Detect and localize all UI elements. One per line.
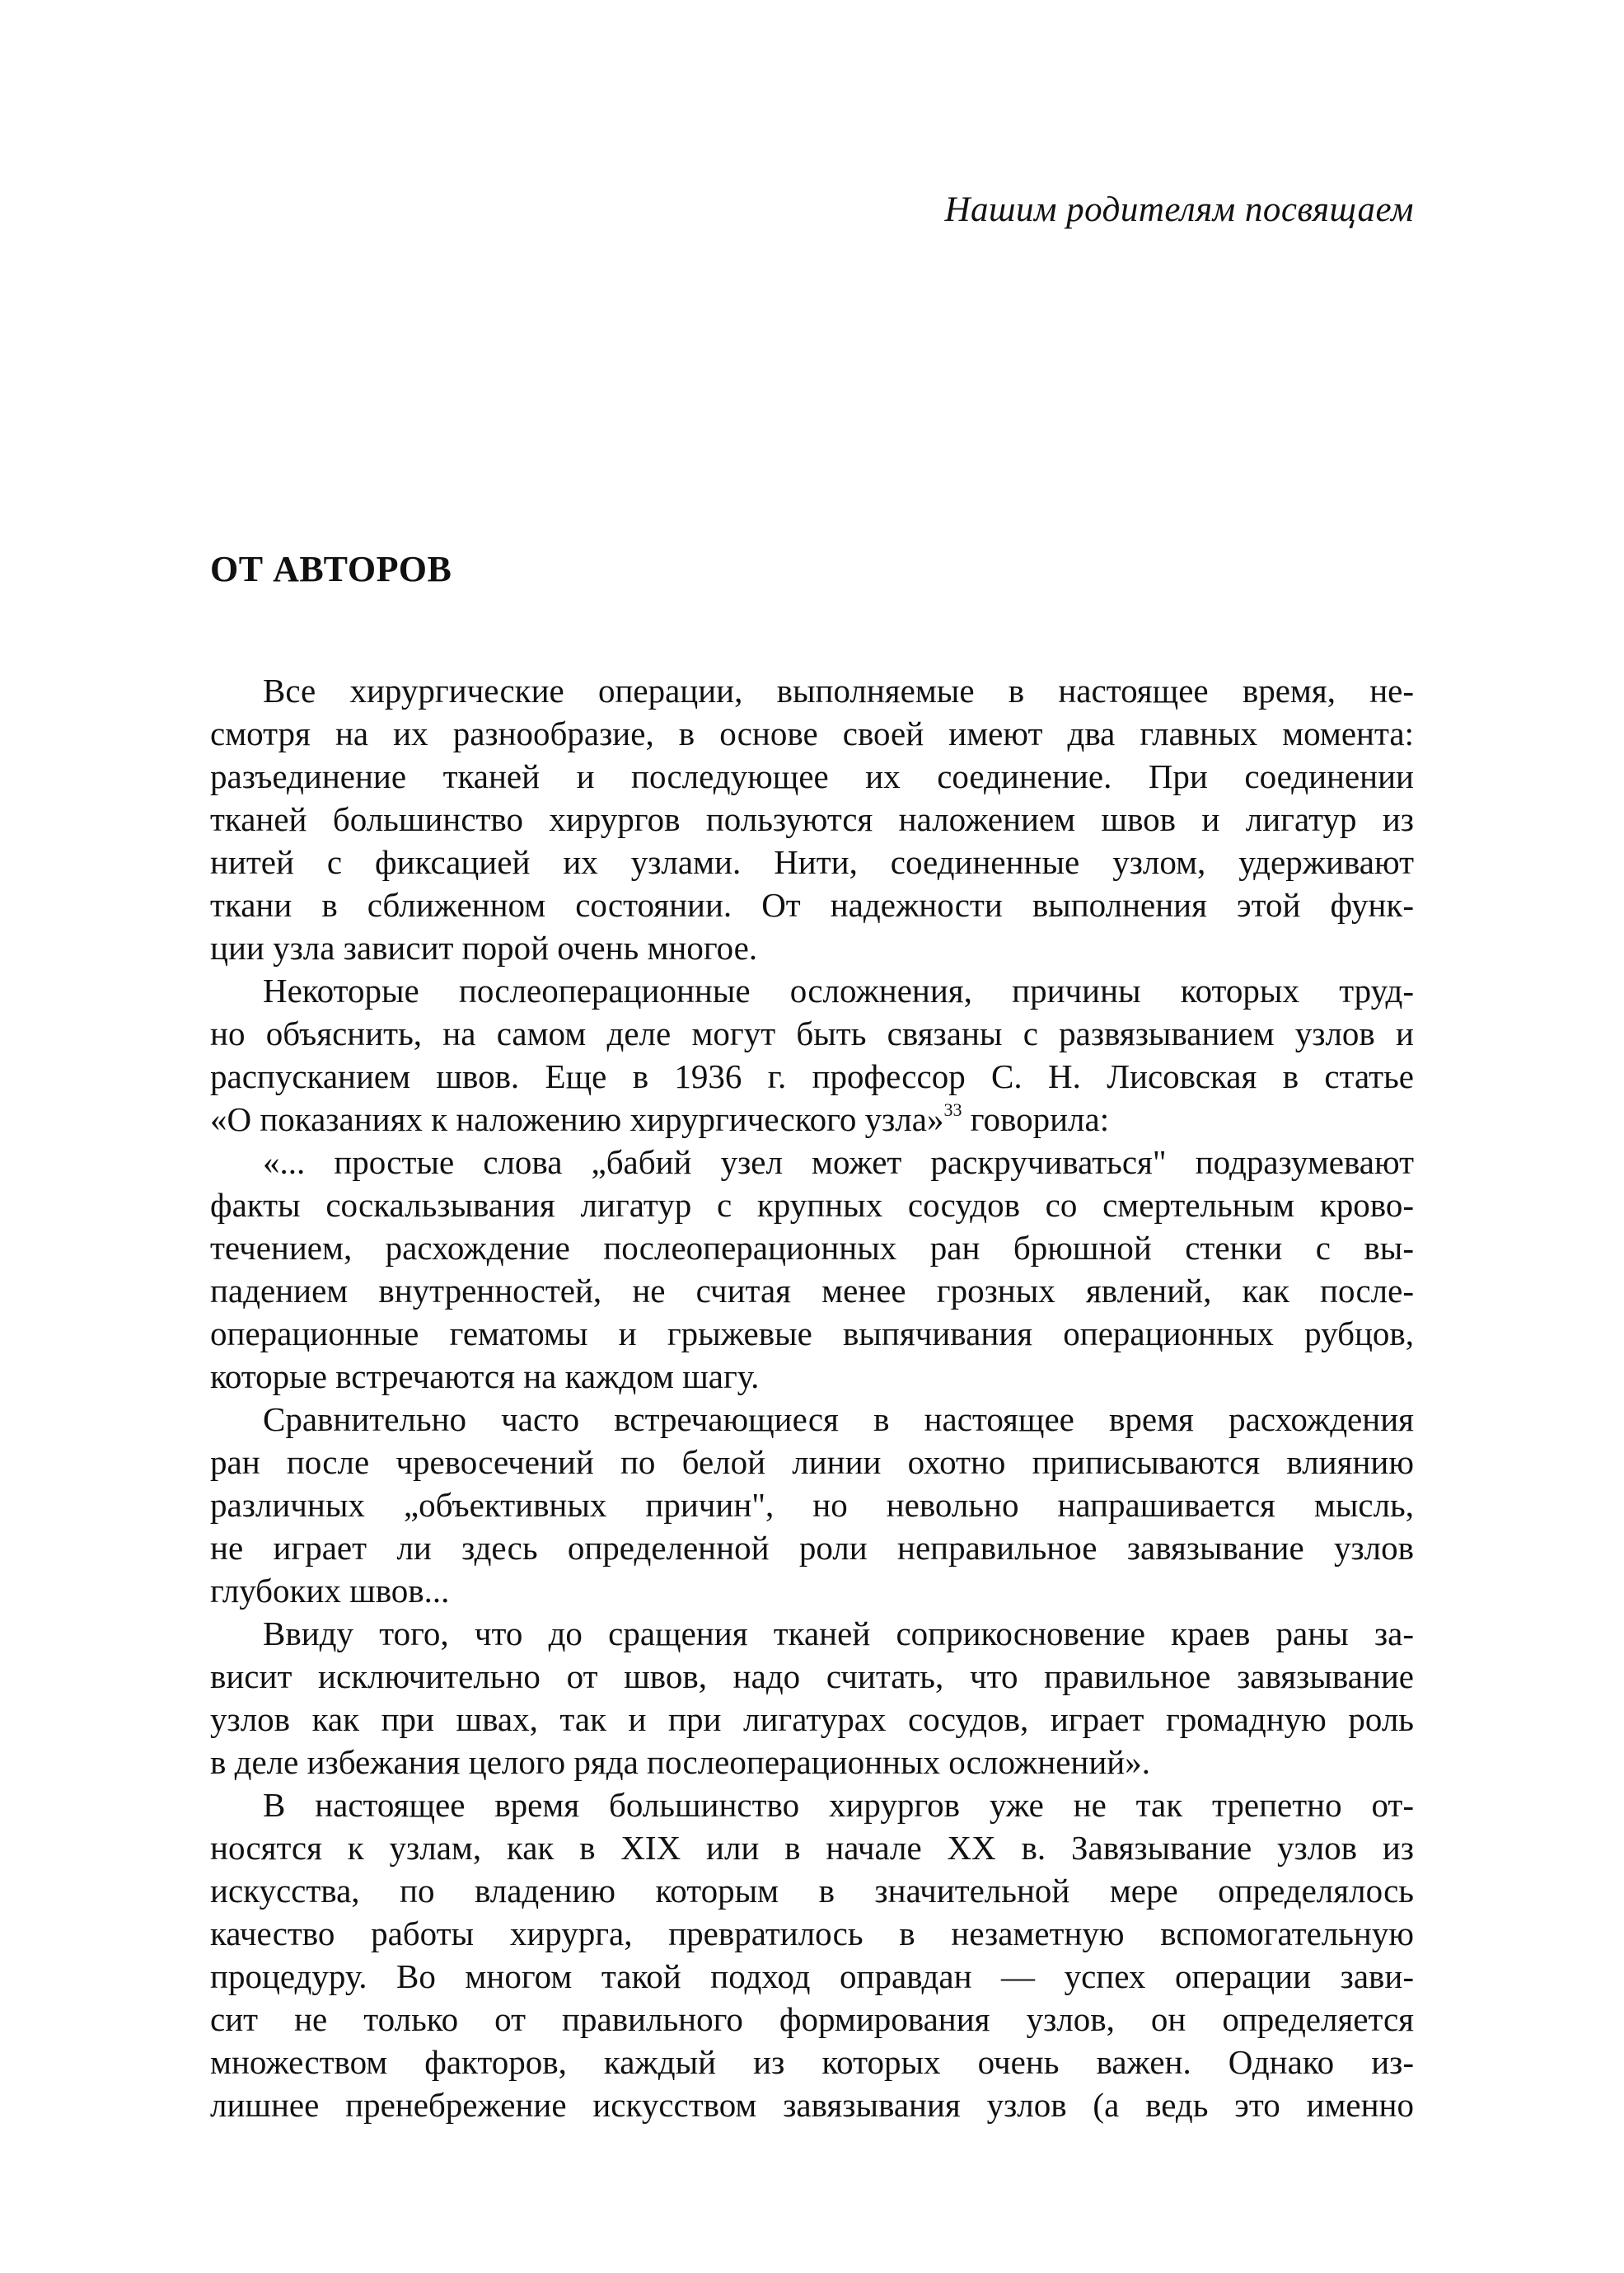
quote-line: ран после чревосечений по белой линии охотно приписываются влиянию: [210, 1443, 1414, 1481]
text-line: тканей большинство хирургов пользуются наложением швов и лигатур из: [210, 800, 1414, 838]
text-line: множеством факторов, каждый из которых очень важен. Однако из-: [210, 2043, 1414, 2081]
quote-line: «... простые слова „бабий узел может раскручиваться" подразумевают: [263, 1143, 1414, 1181]
body-text: [210, 669, 1414, 2126]
paragraph-5: [210, 1783, 1414, 2126]
text-line: но объяснить, на самом деле могут быть связаны с развязыванием узлов и: [210, 1015, 1414, 1052]
text-line: Все хирургические операции, выполняемые в настоящее время, не-: [263, 672, 1414, 710]
text-line: лишнее пренебрежение искусством завязывания узлов (а ведь это именно: [210, 2086, 1414, 2124]
quote-line: Сравнительно часто встречающиеся в настоящее время расхождения: [263, 1400, 1414, 1438]
text-line: Некоторые послеоперационные осложнения, причины которых труд-: [263, 972, 1414, 1010]
text-line: нитей с фиксацией их узлами. Нити, соединенные узлом, удерживают: [210, 843, 1414, 881]
quote-line: узлов как при швах, так и при лигатурах сосудов, играет громадную роль: [210, 1700, 1414, 1738]
text-line: разъединение тканей и последующее их соединение. При соединении: [210, 757, 1414, 795]
text-fragment: говорила:: [962, 1100, 1110, 1138]
text-line: В настоящее время большинство хирургов уже не так трепетно от-: [263, 1786, 1414, 1824]
quote-line: Ввиду того, что до сращения тканей соприкосновение краев раны за-: [263, 1615, 1414, 1652]
text-line: процедуру. Во многом такой подход оправдан — успех операции зави-: [210, 1957, 1414, 1995]
reference-number: 33: [943, 1099, 962, 1120]
quote-line: различных „объективных причин", но невольно напрашивается мысль,: [210, 1486, 1414, 1524]
text-line: качество работы хирурга, превратилось в незаметную вспомогательную: [210, 1914, 1414, 1952]
quote-line: падением внутренностей, не считая менее грозных явлений, как после-: [210, 1272, 1414, 1310]
quote-line: которые встречаются на каждом шагу.: [210, 1357, 760, 1395]
text-line: носятся к узлам, как в XIX или в начале XX в. Завязывание узлов из: [210, 1829, 1414, 1867]
quote-line: течением, расхождение послеоперационных ран брюшной стенки с вы-: [210, 1229, 1414, 1267]
epigraph: Нашим родителям посвящаем: [944, 190, 1414, 229]
section-title: ОТ АВТОРОВ: [210, 549, 452, 589]
paragraph-3: [210, 1398, 1414, 1612]
quote-line: не играет ли здесь определенной роли неправильное завязывание узлов: [210, 1529, 1414, 1567]
quote-line: глубоких швов...: [210, 1572, 450, 1610]
paragraph-1: [210, 669, 1414, 969]
text-line: распусканием швов. Еще в 1936 г. профессор С. Н. Лисовская в статье: [210, 1057, 1414, 1095]
text-line: ткани в сближенном состоянии. От надежности выполнения этой функ-: [210, 886, 1414, 924]
text-line: искусства, по владению которым в значительной мере определялось: [210, 1872, 1414, 1910]
quote-line: факты соскальзывания лигатур с крупных сосудов со смертельным крово-: [210, 1186, 1414, 1224]
text-line: сит не только от правильного формирования узлов, он определяется: [210, 2000, 1414, 2038]
text-line: ции узла зависит порой очень многое.: [210, 929, 758, 967]
quote-line: в деле избежания целого ряда послеоперационных осложнений».: [210, 1743, 1150, 1781]
quote-line: висит исключительно от швов, надо считать, что правильное завязывание: [210, 1657, 1414, 1695]
text-line: смотря на их разнообразие, в основе своей имеют два главных момента:: [210, 715, 1414, 752]
quote-line: операционные гематомы и грыжевые выпячивания операционных рубцов,: [210, 1315, 1414, 1352]
text-fragment: «О показаниях к наложению хирургического узла»: [210, 1100, 944, 1138]
paragraph-4: [210, 1612, 1414, 1783]
text-line-with-reference: [210, 1098, 1414, 1141]
paragraph-2: [210, 969, 1414, 1398]
